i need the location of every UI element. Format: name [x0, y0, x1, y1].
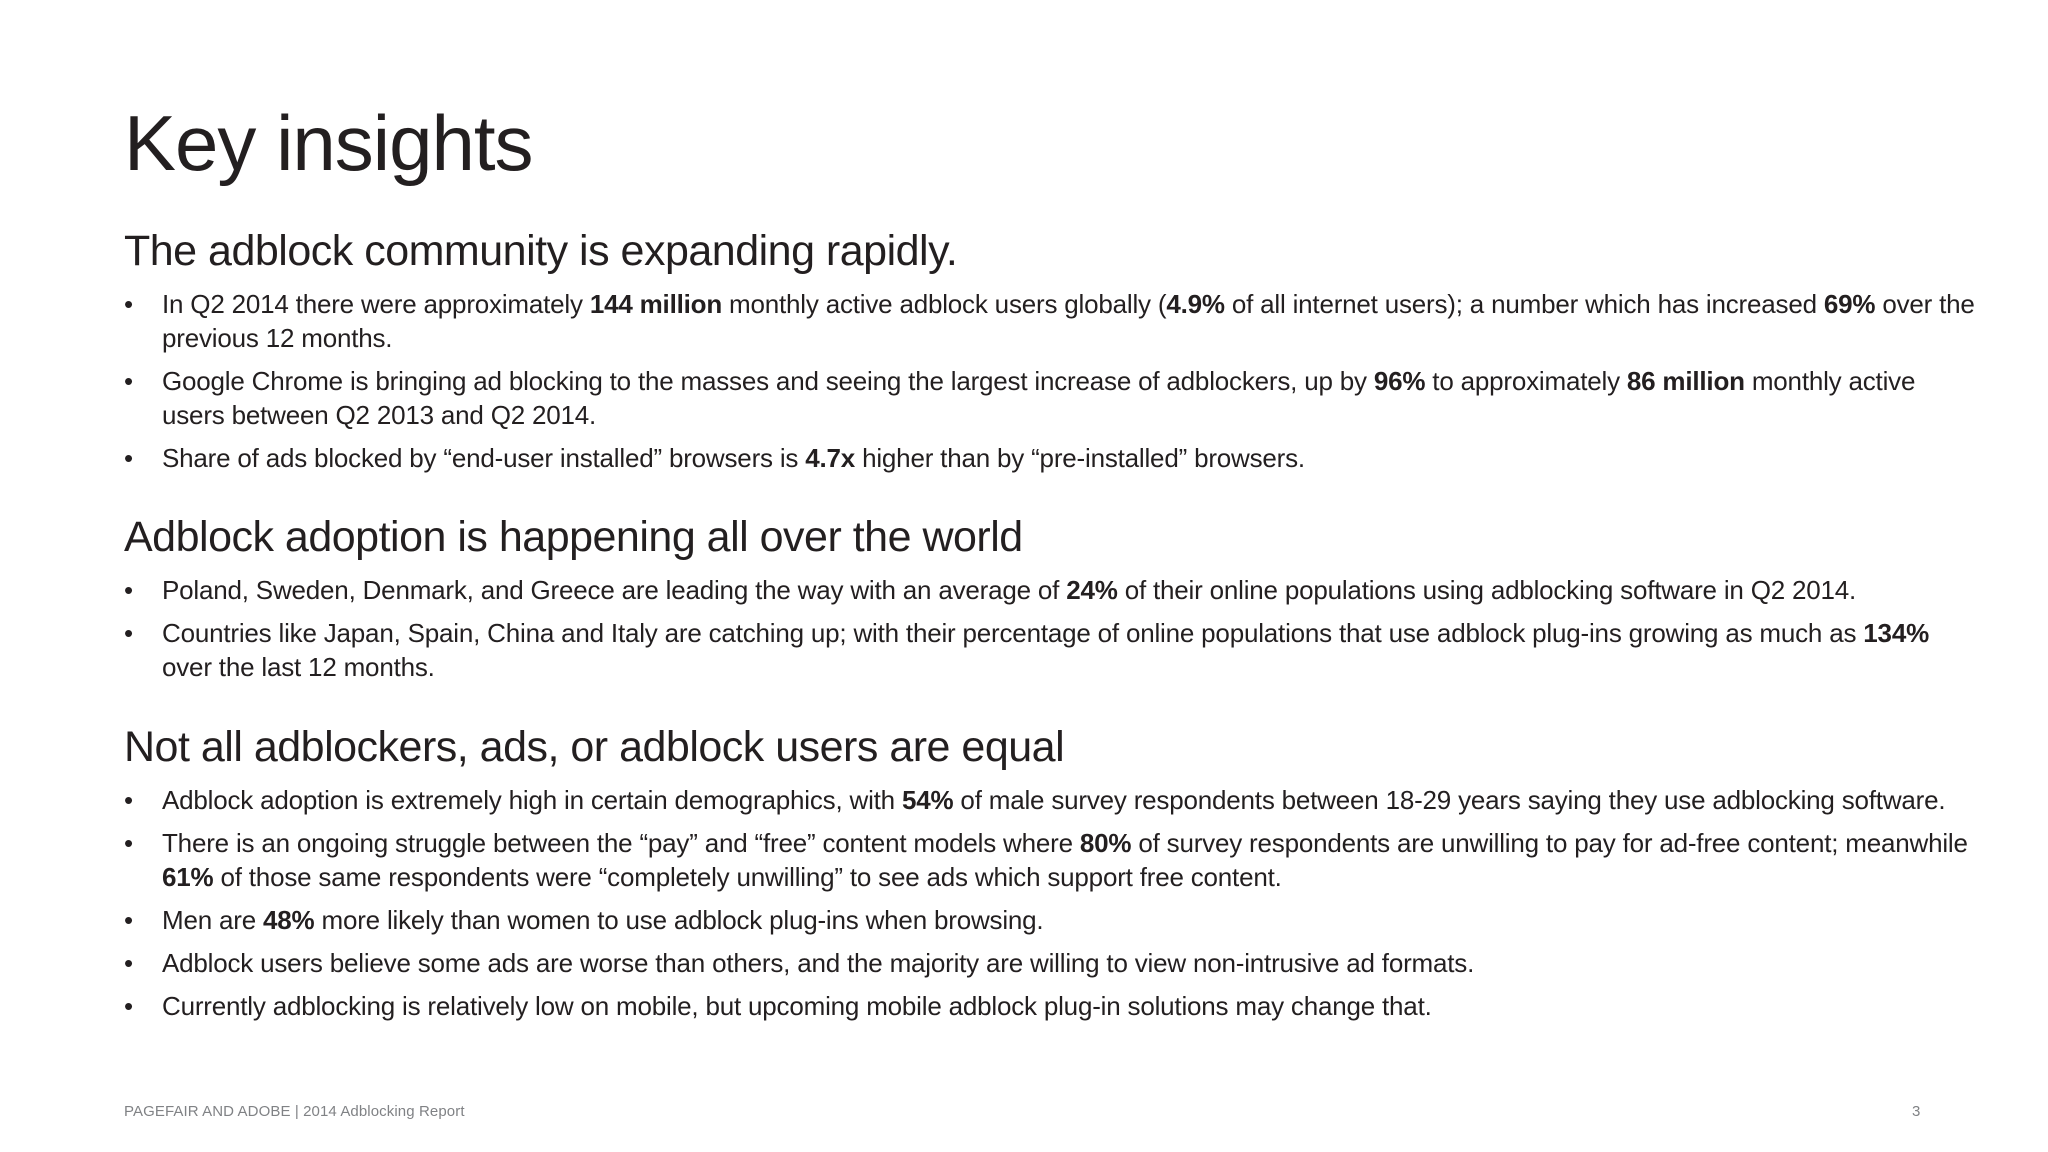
- bullet-icon: •: [124, 828, 133, 859]
- bullet-item: [124, 826, 1984, 894]
- section-heading: The adblock community is expanding rapidly.: [124, 227, 958, 275]
- bullet-list: [124, 573, 1984, 684]
- section-world: [124, 514, 1984, 693]
- highlight-stat: 61%: [162, 862, 214, 893]
- section-expanding: [124, 228, 1984, 484]
- bullet-item: [124, 989, 1984, 1023]
- bullet-item: [124, 946, 1984, 980]
- bullet-text: over the previous 12 months.: [162, 289, 1975, 354]
- bullet-icon: •: [124, 991, 133, 1022]
- highlight-stat: 69%: [1823, 289, 1876, 320]
- bullet-list: [124, 783, 1984, 1023]
- bullet-icon: •: [124, 785, 133, 816]
- footer-text: PAGEFAIR AND ADOBE | 2014 Adblocking Report: [124, 1103, 465, 1120]
- bullet-text: monthly active adblock users globally (: [722, 289, 1167, 320]
- bullet-text: Adblock users believe some ads are worse than others, and the majority are willing to view non-intrusive ad formats.: [162, 948, 1475, 979]
- page-title: Key insights: [124, 99, 533, 187]
- bullet-icon: •: [124, 289, 133, 320]
- bullet-text: of survey respondents are unwilling to pay for ad-free content; meanwhile: [1131, 828, 1968, 859]
- bullet-text: Men are: [162, 905, 264, 936]
- bullet-text: Share of ads blocked by “end-user installed” browsers is: [162, 443, 806, 474]
- highlight-stat: 4.9%: [1166, 289, 1225, 320]
- bullet-text: of their online populations using adblocking software in Q2 2014.: [1117, 575, 1857, 606]
- highlight-stat: 24%: [1066, 575, 1118, 606]
- bullet-text: Google Chrome is bringing ad blocking to the masses and seeing the largest increase of adblockers, up by: [162, 366, 1374, 397]
- bullet-text: of those same respondents were “completely unwilling” to see ads which support free content.: [213, 862, 1282, 893]
- bullet-item: [124, 783, 1984, 817]
- bullet-item: [124, 287, 1984, 355]
- bullet-icon: •: [124, 905, 133, 936]
- bullet-item: [124, 573, 1984, 607]
- bullet-icon: •: [124, 366, 133, 397]
- section-heading: Not all adblockers, ads, or adblock users are equal: [124, 723, 1065, 771]
- section-heading: Adblock adoption is happening all over the world: [124, 513, 1023, 561]
- bullet-text: more likely than women to use adblock plug-ins when browsing.: [314, 905, 1044, 936]
- highlight-stat: 48%: [263, 905, 315, 936]
- bullet-item: [124, 441, 1984, 475]
- bullet-text: higher than by “pre-installed” browsers.: [855, 443, 1305, 474]
- bullet-icon: •: [124, 618, 133, 649]
- bullet-icon: •: [124, 443, 133, 474]
- bullet-item: [124, 364, 1984, 432]
- bullet-item: [124, 903, 1984, 937]
- bullet-text: over the last 12 months.: [162, 652, 435, 683]
- page-number: 3: [1912, 1103, 1921, 1120]
- bullet-text: In Q2 2014 there were approximately: [162, 289, 590, 320]
- bullet-text: Adblock adoption is extremely high in certain demographics, with: [162, 785, 902, 816]
- bullet-text: Poland, Sweden, Denmark, and Greece are leading the way with an average of: [162, 575, 1067, 606]
- bullet-icon: •: [124, 948, 133, 979]
- bullet-text: of male survey respondents between 18-29 years saying they use adblocking software.: [953, 785, 1946, 816]
- highlight-stat: 80%: [1079, 828, 1132, 859]
- bullet-text: Countries like Japan, Spain, China and Italy are catching up; with their percentage of online populations that use adblock plug-ins growing as much as: [162, 618, 1864, 649]
- bullet-text: Currently adblocking is relatively low on mobile, but upcoming mobile adblock plug-in solutions may change that.: [162, 991, 1432, 1022]
- bullet-item: [124, 616, 1984, 684]
- highlight-stat: 86 million: [1626, 366, 1745, 397]
- bullet-text: to approximately: [1425, 366, 1627, 397]
- highlight-stat: 4.7x: [805, 443, 856, 474]
- bullet-text: There is an ongoing struggle between the “pay” and “free” content models where: [162, 828, 1080, 859]
- section-not-equal: [124, 724, 1984, 1032]
- bullet-list: [124, 287, 1984, 475]
- highlight-stat: 144 million: [589, 289, 723, 320]
- highlight-stat: 134%: [1863, 618, 1929, 649]
- highlight-stat: 54%: [901, 785, 954, 816]
- highlight-stat: 96%: [1373, 366, 1426, 397]
- bullet-icon: •: [124, 575, 133, 606]
- bullet-text: monthly active users between Q2 2013 and Q2 2014.: [162, 366, 1916, 431]
- bullet-text: of all internet users); a number which has increased: [1224, 289, 1824, 320]
